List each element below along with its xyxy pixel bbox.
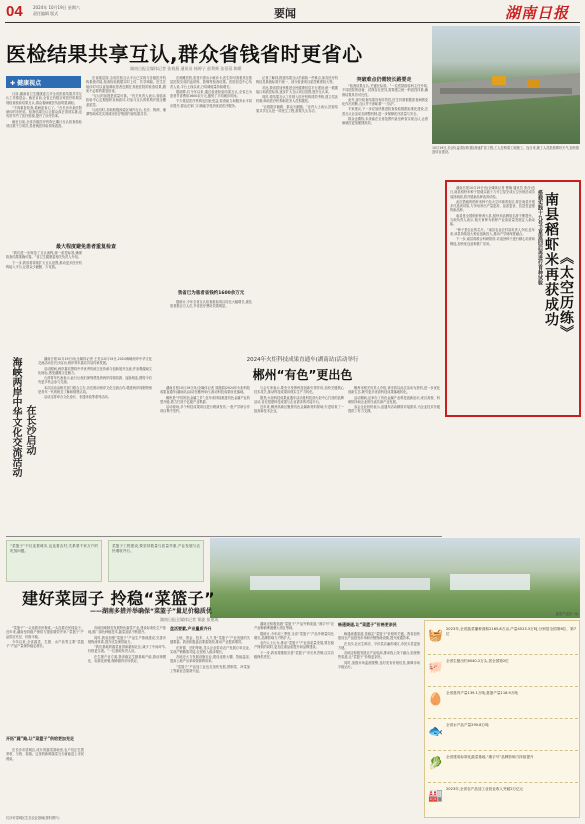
photo-machine xyxy=(492,76,506,85)
bottom-byline: 湖南日报全媒体记者 郑旋 张建成 xyxy=(160,617,219,622)
leaf-icon: 🥬 xyxy=(428,756,443,770)
pig-icon: 🐖 xyxy=(428,660,443,674)
farm-right-photo-caption: 蔬菜产业园一角 xyxy=(555,612,578,616)
stats-text: 2023年,全省蔬菜播种面积2165.8万亩,产量4523.3万吨,分别居全国第6位、第7位 xyxy=(446,627,576,636)
photo-greenhouse xyxy=(340,578,430,590)
right-story-title-1: 南县稻虾米再获成功 xyxy=(543,192,559,327)
top-story-col-3: 在湘雅医院,患者只需出示就诊卡,医生即可查看其在基层医院完成的血常规、影像等检查结果。医院信息中心负责人说,平台上线以来,日均调阅量持续增长。 据测算,仅今年以来,通过检查检验结果互认,全省已为患者节省费用1600余万元,缩短了平均就诊时间。 不少基层医疗机构也因此受益,检查能力和服务水平同步提升,群众在家门口就能享受到优质医疗服务。 xyxy=(170,76,252,108)
stats-item xyxy=(428,625,578,655)
newspaper-logo: 湖南日报 xyxy=(505,4,570,22)
middle-story-headline: 郴州“有色”更出色 xyxy=(252,368,353,382)
highway-photo-caption: 10月19日,长(沙)益(阳)常(德)高速扩容工程,工人在桥梁工地施工。连日来,施工人员抢抓晴好天气,加快推进项目建设。 xyxy=(432,146,580,155)
fish-icon: 🐟 xyxy=(428,724,443,738)
bottom-col-3: 土地、资金、技术、人才,是“菜篮子”产业发展的关键要素。我省积极盘活要素资源,推动产业提质增效。 在常德、岳阳等地,龙头企业带动农户发展订单农业,实现产销精准对接,农民收入稳步增长。 各地还大力发展设施农业,建设连栋大棚、智能温室,提高土地产出率和资源利用率。 “菜篮子”产品加工业也在加快发展,预制菜、净菜加工等新业态蓬勃兴起。 xyxy=(170,636,250,674)
left-story-lead: 湖南日报10月19日讯(全媒体记者 王亮)10月19日,2024海峡两岸中华文化交流活动在长沙启动,两岸青年嘉宾共话传承发展。 xyxy=(38,357,152,366)
top-story-col-4: 记者了解到,推进结果互认仍面临一些难点,如各医疗机构信息系统标准不统一、部分检查项目质控难度较大等。 对此,我省将加快推进全民健康信息平台建设,统一数据接口和质控标准,逐步扩大互认项目范围,提升互认率。 同时,将结果互认工作纳入医疗机构绩效考核,建立奖惩机制,调动医疗机构和医务人员积极性。 “让数据多跑路、群众少跑腿。”业内人士表示,医检结果共享互认是一项民生工程,需要久久为功。 xyxy=(256,76,338,114)
quote-box-right xyxy=(108,540,204,582)
farm-photo-caption: 长沙市望城区生态农业基地(资料图片) xyxy=(6,816,60,820)
masthead-rule xyxy=(5,22,580,23)
quote-left-text: “菜篮子”不仅连着城市,也连着农村,关系着千家万户的吃饭问题。 xyxy=(10,544,98,553)
top-headline: 医检结果共享互认,群众省钱省时更省心 xyxy=(6,42,363,66)
middle-story-col-3: 郴州市相关负责人介绍,该市将以此次活动为契机,进一步优化创新生态,吸引更多优质科技成果落地转化。 活动期间,还举办了有色金属产业科技创新论坛,来自高校、科研院所和企业的代表共商产业发展。 参会企业纷纷表示,直通车活动精准对接需求,为企业技术升级提供了有力支撑。 xyxy=(348,386,440,414)
plus-icon: ✚ xyxy=(10,80,16,87)
bottom-section-head-1: 开拓“蔬”路,让“菜篮子”供给更加充足 xyxy=(6,736,75,741)
factory-icon: 🏭 xyxy=(428,788,443,802)
right-story-title-2: 《太空历练》 xyxy=(558,250,574,340)
bottom-col-5: 畅通流通渠道,是稳定“菜篮子”价格的关键。我省加快建设农产品批发市场和冷链物流设施,提升流通效率。 在长沙,社区生鲜店、平价菜店遍布城区,市民买菜更加方便。 各地还积极发展农产品电商,推动线上线下融合,拓宽销售渠道,让“菜篮子”价格更亲民。 同时,加强市场监测预警,及时发布价格信息,保障市场平稳运行。 xyxy=(338,632,420,670)
mid-divider xyxy=(6,536,442,537)
top-section-head-1: 最大程度避免患者重复检查 xyxy=(55,244,116,250)
right-story-body: 湖南日报10月19日讯(全媒体记者 曹娴 通讯员 张彦)近日,南县稻虾米种子搭载实践十九号卫星完成太空历练后成功返回地面,将开展新品种选育试验。 此次搭载的稻虾米种子经太空环境诱变后,将在南县开展多代选育试验,力争培育出产量更高、品质更优、抗逆性更强的新品种。 南县是全国稻虾种养大县,稻虾米品牌知名度不断提升。当地负责人表示,航天育种为稻虾产业高质量发展注入新动能。 “种子是农业的芯片。”南县农业农村局负责人介绍,近年来,该县持续加大种业创新投入,推动产学研深度融合。 下一步,南县将联合科研院所,对返回种子进行精心培育和筛选,加快优良品种推广应用。 xyxy=(450,186,535,246)
top-story-col-1b: “我们进一步规范了互认流程,统一质控标准,确保检查结果准确可靠。”省卫生健康委相关负责人介绍。 下一步,我省将持续扩大互认范围,推动更多医疗机构接入平台,让群众少跑腿、少花钱。 xyxy=(6,251,82,269)
page-number: 04 xyxy=(6,3,23,20)
badge-label: 健康视点 xyxy=(17,80,42,87)
highway-construction-photo xyxy=(432,26,580,144)
photo-greenhouse xyxy=(450,574,530,590)
bottom-col-4: 湖南还积极拓展“菜篮子”产品外销渠道,“湘字号”农产品畅销粤港澳大湾区等地。 据统计,今年前三季度,全省“菜篮子”产品外销量同比增长,品牌影响力不断扩大。 业内人士认为,推动“菜篮子”产业高质量发展,要在稳产保供的同时,更加注重品质提升和品牌建设。 下一步,我省将继续完善“菜篮子”市长负责制,压实各级保供责任。 xyxy=(254,622,334,660)
bottom-section-head-3: 畅通渠道,让“菜篮子”价格更亲民 xyxy=(338,622,397,627)
photo-greenhouse xyxy=(250,576,320,590)
vegetable-farm-photo xyxy=(210,538,580,618)
photo-bridge xyxy=(440,88,572,94)
section-title: 要闻 xyxy=(274,7,296,20)
right-story-lead: 湖南日报10月19日讯(全媒体记者 曹娴 通讯员 张彦)近日,南县稻虾米种子搭载实践十九号卫星完成太空历练后成功返回地面,将开展新品种选育试验。 xyxy=(450,186,535,199)
masthead xyxy=(0,0,585,24)
right-story-kicker: 搭载实践十九号卫星返回后再进行育种试验 xyxy=(537,190,543,285)
left-story-title-1: 海峡两岸中华文化交流活动 xyxy=(10,357,21,477)
top-story-col-3b: 据统计,今年全省互认检查检验项目同比大幅增长,惠及患者数百万人次,节省医疗费用效果明显。 xyxy=(170,300,252,309)
bottom-headline: 建好菜园子 拎稳“菜篮子” xyxy=(22,589,216,608)
quote-box-left xyxy=(6,540,102,582)
date-line: 2024年 10月19日 星期六 xyxy=(33,5,80,10)
right-boxed-story xyxy=(445,180,581,417)
basket-icon: 🧺 xyxy=(428,628,443,642)
left-story-title-2: 在长沙启动 xyxy=(24,405,35,455)
photo-machine xyxy=(527,80,539,88)
top-story-lead: 日前,湖南省卫生健康委召开全省医检结果共享互认工作推进会。截至目前,全省已有数百家医疗机构实现检查检验结果互认,群众看病就医负担明显减轻。 xyxy=(6,92,82,105)
stats-item xyxy=(428,657,578,687)
stats-text: 全省建成标准化蔬菜基地,“湘字号”品牌影响力持续提升 xyxy=(446,755,534,759)
top-section-head-2: 突破难点仍需较长路要走 xyxy=(356,77,412,83)
left-story xyxy=(6,355,154,535)
stats-text: 全省生猪出栏6040.2万头,居全国第2位 xyxy=(446,659,509,663)
editor-line: 责任编辑 版式 xyxy=(33,11,59,16)
stats-text: 全省禽肉产量139.1万吨,禽蛋产量118.9万吨 xyxy=(446,691,519,695)
stats-item xyxy=(428,689,578,719)
bottom-section-head-2: 盘活要素,产业量质齐升 xyxy=(170,626,212,631)
top-related-head: 我省已为患者省钱约1600余万元 xyxy=(177,291,245,296)
quote-right-text: 菜篮子工程建设,要坚持数量与质量并重,产业发展与农民增收并行。 xyxy=(112,544,200,553)
middle-story-lead: 湖南日报10月19日讯(全媒体记者 刘燕娟)2024年火炬科技成果直通车(湖南站)活动在郴州举行,推动科技成果转化落地。 xyxy=(160,386,250,395)
top-story-col-1: 日前,湖南省卫生健康委召开全省医检结果共享互认工作推进会。截至目前,全省已有数百家医疗机构实现检查检验结果互认,群众看病就医负担明显减轻。 “不再重复检查,看病更省心了。”在长沙市某医院就诊的市民说。检查结果互认让群众真正得到实惠,也有效节约了医疗资源,提升了诊疗效率。 截至目前,全省各级医疗机构已累计互认检查检验项目数千万项次,患者就医体验持续改善。 xyxy=(6,92,82,129)
egg-icon: 🥚 xyxy=(428,692,443,706)
health-badge xyxy=(6,76,81,88)
stats-text: 2023年,全省农产品加工业营业收入突破2万亿元 xyxy=(446,787,524,791)
stats-text: 全省水产品产量290.8万吨 xyxy=(446,723,489,727)
middle-story-col-2: 与会专家表示,要充分发挥科技创新引领作用,加快关键核心技术攻关,推动科技成果向现实生产力转化。 据悉,火炬科技成果直通车活动是科技部火炬中心打造的品牌活动,旨在搭建科技成果与企业需求的对接平台。 近年来,郴州高新区聚焦有色金属新材料领域,引进培育了一批高新技术企业。 xyxy=(254,386,344,414)
bottom-col-2: 各地因地制宜发展特色蔬菜产业,建设标准化生产基地,推广绿色种植技术,蔬菜品质不断提升。 同时,我省加强“菜篮子”产品生产基地建设,完善冷链物流体系,提升应急保供能力。 “我们基地的蔬菜直供商超和社区,减少了中间环节,价格更实惠。”一位基地负责人说。 在生猪产业方面,我省稳定生猪基础产能,推动规模化、标准化养殖,保障猪肉市场供应。 xyxy=(88,626,166,664)
bottom-col-1: “菜篮子”一头连着市民餐桌,一头连着农民钱袋子。近年来,湖南坚持稳产保供与提质增效并举,“菜篮子”产品供应充足、价格平稳。 今年以来,全省蔬菜、生猪、水产品等主要“菜篮子”产品产量保持稳定增长。 xyxy=(6,626,84,649)
left-story-body: 湖南日报10月19日讯(全媒体记者 王亮)10月19日,2024海峡两岸中华文化交流活动在长沙启动,两岸青年嘉宾共话传承发展。 活动期间,两岸嘉宾围绕中华优秀传统文化传承与创新展开交流,并参观湖南文化地标,感受湖湘文化魅力。 台湾青年代表表示,此行让他们深刻感受到两岸同根同源、血脉相连,期待今后有更多机会参与交流。 本次活动由相关部门联合主办,旨在推动两岸文化交流合作,增进两岸同胞特别是青年一代的相互了解和情感认同。 活动还将举办文化论坛、非遗体验等系列活动。 xyxy=(38,357,152,400)
top-story-col-5: “检查结果互认,关键在标准。”一位医院检验科主任介绍,不同医院的设备、试剂存在差异,需要建立统一的质控体系,确保结果具有可比性。 此外,部分检查结果具有时效性,医生仍需根据患者病情变化作出判断,互认并不意味着“一刀切”。 专家建议,下一步应加快推进检查检验数据标准化建设,完善互认目录动态调整机制,进一步保障医疗质量与安全。 群众也期待,未来能在全省范围内甚至跨省实现互认,让看病就医更加便捷高效。 xyxy=(342,84,428,126)
bottom-subtitle: ——湖南多措并举确保“菜篮子”量足价稳质优 xyxy=(90,608,212,615)
middle-story-kicker: 2024年火炬科技成果直通车(湖南站)活动举行 xyxy=(246,357,359,363)
stats-box xyxy=(424,620,580,818)
top-byline: 湖南日报全媒体记者 张春燕 通讯员 杨婷子 彭利辉 张蓓蓉 陶斯 xyxy=(130,66,242,71)
bottom-col-1b: 在长沙市望城区,成片的蔬菜基地里,农户们正忙着采收、分拣、装箱。这里的新鲜蔬菜当天就能送上市民餐桌。 xyxy=(6,748,84,761)
middle-story-col-1: 湖南日报10月19日讯(全媒体记者 刘燕娟)2024年火炬科技成果直通车(湖南站)活动在郴州举行,推动科技成果转化落地。 郴州是“中国有色金属之乡”,近年来持续推进有色金属产业转型升级,着力打造千亿级产业集群。 活动现场,多个科技成果项目进行路演发布,一批产学研合作项目集中签约。 xyxy=(160,386,250,414)
stats-item xyxy=(428,721,578,751)
stats-item xyxy=(428,753,578,783)
top-story-col-2: 在省级层面,全省医检互认平台已实现与各级医疗机构系统对接,检查检验数据实时上传、共享调阅。医生在接诊时可以直接调取患者近期在其他医院的检查结果,避免不必要的重复检查。 “互认的前提是质量可靠。”有关负责人表示,省临床检验中心定期组织室间质评,对参与互认的机构开展全覆盖质控。 与此同时,各地积极探索区域内互认,长沙、株洲、湘潭等地率先实现城市医疗集团内部结果共享。 xyxy=(86,76,166,117)
stats-item xyxy=(428,785,578,815)
